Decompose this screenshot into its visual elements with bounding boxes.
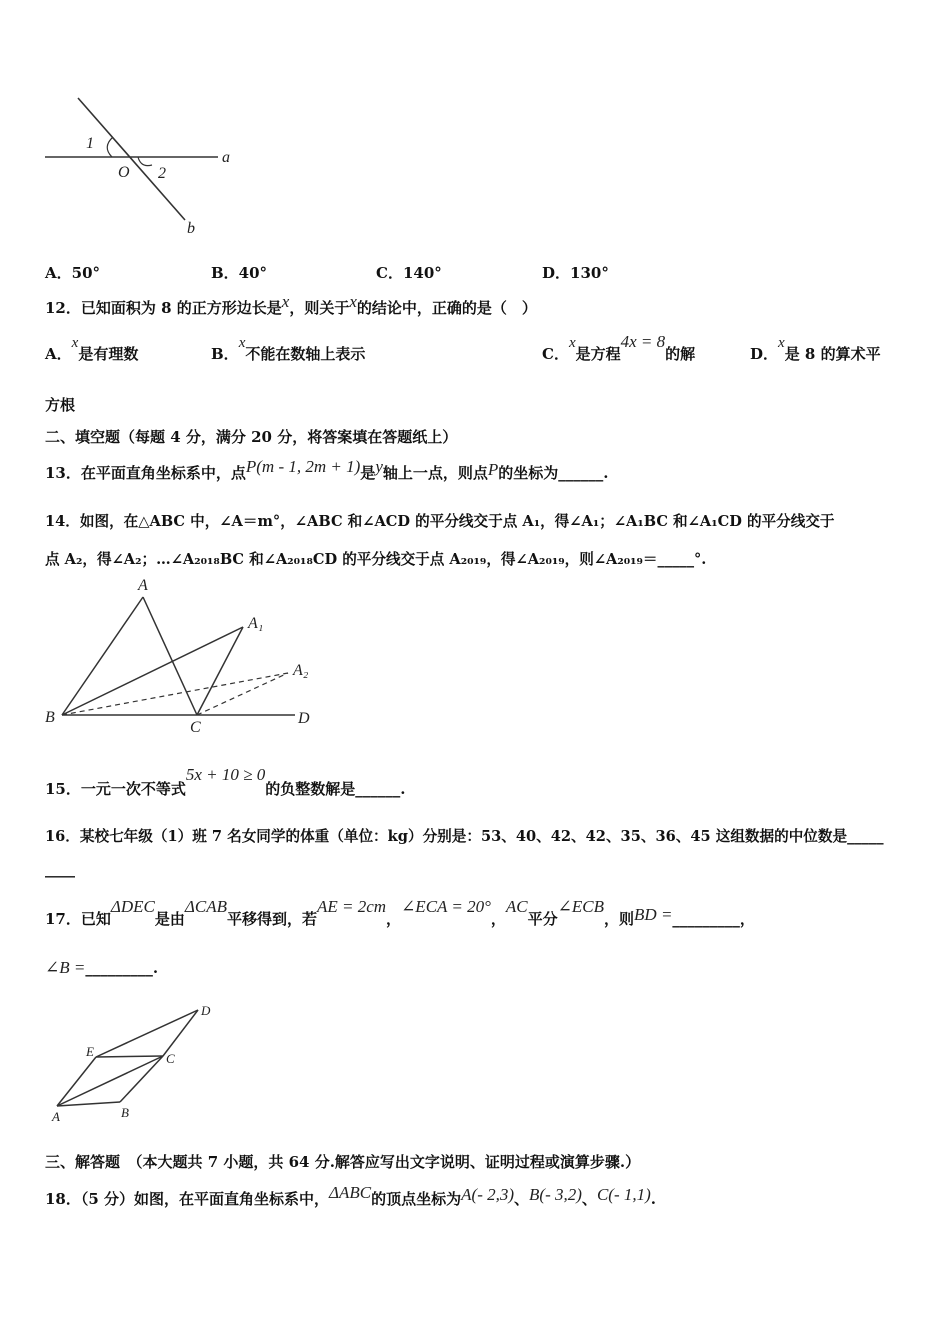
q14-line-1: 14．如图，在△ABC 中，∠A＝m°，∠ABC 和∠ACD 的平分线交于点 A₁，得∠A₁；∠A₁BC 和∠A₁CD 的平分线交于 [45,513,835,530]
q11-option-a: A．50° [45,264,101,282]
fig14-label-A2: A₂ [293,662,309,679]
figure-q11-intersecting-lines [0,0,950,250]
q12-option-a: A．x是有理数 [45,335,139,363]
fig17-label-C: C [166,1051,175,1066]
segment-BA [62,597,143,715]
segment-AB [57,1102,120,1106]
q11-option-d: D．130° [542,264,609,282]
fig11-label-O: O [118,164,130,181]
q13-stem: 13．在平面直角坐标系中，点P(m - 1, 2m + 1)是y轴上一点，则点P的坐标为______. [45,457,609,482]
segment-ED [96,1010,198,1057]
segment-BA1 [62,627,243,715]
q12-option-d-continued: 方根 [45,396,76,414]
line-b [78,98,185,220]
fig11-label-1: 1 [86,135,94,152]
q14-line-2: 点 A₂，得∠A₂；…∠A₂₀₁₈BC 和∠A₂₀₁₈CD 的平分线交于点 A₂₀₁₉，得∠A₂₀₁₉，则∠A₂₀₁₉＝_____°. [45,551,707,568]
segment-AC [143,597,197,715]
segment-AE [57,1057,96,1106]
q12-option-b: B．x不能在数轴上表示 [211,335,366,363]
fig14-label-A1: A₁ [248,615,264,632]
fig11-label-2: 2 [158,165,166,182]
segment-CA1 [197,627,243,715]
fig14-label-B: B [45,709,55,726]
angle-1-arc [107,137,113,157]
angle-2-arc [138,157,152,166]
segment-CA2 [197,673,288,715]
q12-option-d: D．x是 8 的算术平 [750,335,881,363]
fig14-label-A: A [138,577,148,594]
fig17-label-A: A [52,1109,60,1124]
fig14-label-D: D [298,710,310,727]
q17-stem: 17．已知ΔDEC是由ΔCAB平移得到，若AE = 2cm，∠ECA = 20°，AC平分∠ECB，则BD =_________， [45,897,755,928]
q12-stem: 12．已知面积为 8 的正方形边长是x，则关于x的结论中，正确的是（ ） [45,292,537,317]
figure-q14-triangle [0,570,950,740]
fig11-label-a: a [222,149,230,166]
segment-BC [120,1056,163,1102]
segment-EC [96,1056,163,1057]
fig14-label-C: C [190,719,201,736]
segment-AC [57,1056,163,1106]
segment-CD [163,1010,198,1056]
fig17-label-D: D [201,1003,211,1018]
q16-line-1: 16．某校七年级（1）班 7 名女同学的体重（单位：kg）分别是：53、40、42、42、35、36、45 这组数据的中位数是_____ [45,828,884,845]
q15-stem: 15．一元一次不等式5x + 10 ≥ 0的负整数解是______. [45,765,406,798]
fig17-label-E: E [86,1044,94,1059]
figure-q17-translation [0,1000,950,1130]
q11-option-b: B．40° [211,264,268,282]
q17-angle-b: ∠B =_________. [45,958,159,977]
q12-option-c: C．x是方程4x = 8的解 [542,332,696,363]
q11-option-c: C．140° [376,264,442,282]
section-3-title: 三、解答题 （本大题共 7 小题，共 64 分.解答应写出文字说明、证明过程或演算步骤.） [45,1153,641,1171]
q18-stem: 18．（5 分）如图，在平面直角坐标系中，ΔABC的顶点坐标为A(- 2,3)、B(- 3,2)、C(- 1,1). [45,1183,656,1208]
fig11-label-b: b [187,220,195,237]
fig17-label-B: B [121,1105,129,1120]
section-2-title: 二、填空题（每题 4 分，满分 20 分，将答案填在答题纸上） [45,428,458,446]
q16-line-2: ____ [45,860,75,878]
segment-BA2 [62,673,288,715]
